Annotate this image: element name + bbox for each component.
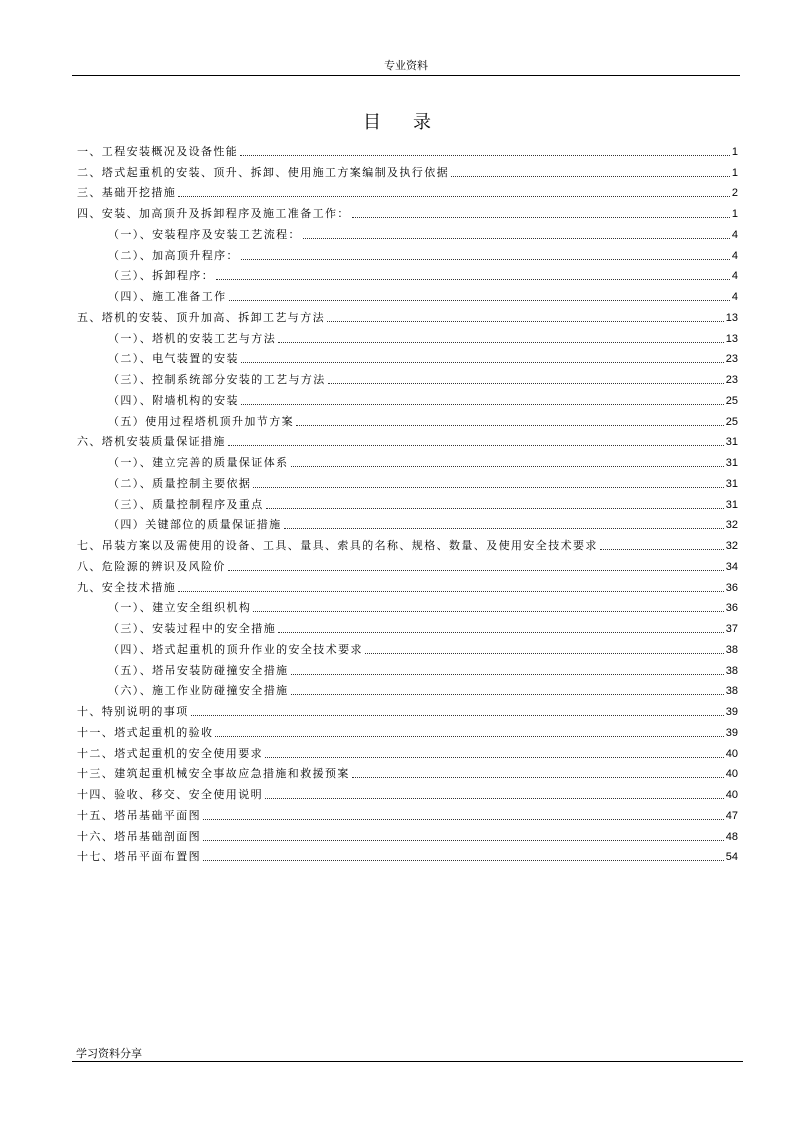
toc-dot-leader [240,155,730,156]
toc-entry-label: 十五、塔吊基础平面图 [77,808,201,822]
page-footer: 学习资料分享 [76,1047,142,1060]
toc-entry-label: （一）、塔机的安装工艺与方法 [108,331,277,345]
toc-entry-label: （三）、安装过程中的安全措施 [108,622,277,635]
toc-entry[interactable] [77,512,738,533]
toc-entry-label: （二）、质量控制主要依据 [108,476,252,490]
toc-entry-label: 四、安装、加高顶升及拆卸程序及施工准备工作： [77,207,350,220]
toc-entry-page: 23 [725,353,738,366]
toc-entry-label: （五）、塔吊安装防碰撞安全措施 [108,663,289,677]
toc-dot-leader [600,549,724,550]
toc-entry-label: （一）、建立安全组织机构 [108,601,252,615]
toc-entry-page: 1 [731,208,738,220]
toc-dot-leader [253,487,723,488]
toc-entry-page: 4 [731,228,738,241]
toc-entry-page: 31 [725,457,738,469]
toc-dot-leader [229,300,730,301]
toc-entry-page: 31 [725,477,738,490]
toc-dot-leader [352,217,730,218]
toc-dot-leader [291,694,724,695]
toc-entry-label: （三）、控制系统部分安装的工艺与方法 [108,373,326,386]
toc-entry-page: 37 [725,623,738,635]
toc-entry-page: 38 [725,664,738,677]
toc-dot-leader [241,362,724,363]
toc-entry-label: 五、塔机的安装、顶升加高、拆卸工艺与方法 [77,310,325,324]
toc-dot-leader [216,279,730,280]
toc-entry-page: 23 [725,374,738,386]
toc-entry[interactable] [77,844,738,865]
footer-divider [72,1061,743,1062]
toc-dot-leader [178,196,730,197]
toc-entry-label: （一）、建立完善的质量保证体系 [108,456,289,469]
toc-entry-page: 32 [725,519,738,532]
toc-entry-page: 38 [725,643,738,656]
toc-entry[interactable] [77,657,738,678]
toc-entry-page: 1 [731,145,738,158]
toc-entry-page: 32 [725,540,738,552]
toc-dot-leader [266,508,724,509]
toc-entry[interactable] [77,429,738,450]
toc-entry-label: 十七、塔吊平面布置图 [77,850,201,864]
toc-entry-page: 38 [725,685,738,698]
toc-dot-leader [278,632,724,633]
toc-entry-label: 二、塔式起重机的安装、顶升、拆卸、使用施工方案编制及执行依据 [77,165,449,179]
toc-entry-label: （四）、附墙机构的安装 [108,393,239,407]
toc-entry-page: 2 [731,187,738,200]
toc-entry-label: 十一、塔式起重机的验收 [77,725,214,739]
toc-entry-page: 4 [731,291,738,303]
toc-dot-leader [328,383,724,384]
toc-entry[interactable] [77,304,738,325]
toc-entry[interactable] [77,449,738,470]
toc-entry[interactable] [77,325,738,346]
toc-title: 目录 [363,112,463,133]
toc-entry[interactable] [77,200,738,221]
toc-dot-leader [451,176,730,177]
toc-dot-leader [303,238,730,239]
toc-entry[interactable] [77,781,738,802]
toc-entry[interactable] [77,678,738,699]
toc-dot-leader [284,528,724,529]
toc-entry[interactable] [77,242,738,263]
toc-entry-label: 十四、验收、移交、安全使用说明 [77,788,263,801]
toc-entry-page: 25 [725,394,738,407]
toc-entry-page: 13 [725,311,738,324]
toc-entry[interactable] [77,553,738,574]
toc-entry-page: 48 [725,830,738,843]
toc-entry[interactable] [77,615,738,636]
toc-entry[interactable] [77,740,738,761]
header-divider [72,75,740,76]
toc-entry-page: 31 [725,436,738,449]
toc-entry[interactable] [77,595,738,616]
toc-entry-page: 13 [725,332,738,345]
toc-entry-page: 40 [725,789,738,801]
toc-dot-leader [228,570,724,571]
toc-entry-label: 十、特别说明的事项 [77,705,189,718]
toc-dot-leader [265,798,724,799]
toc-dot-leader [191,715,724,716]
toc-dot-leader [253,611,723,612]
toc-dot-leader [365,653,724,654]
toc-entry-page: 36 [725,581,738,594]
toc-entry-label: 九、安全技术措施 [77,580,177,594]
toc-entry[interactable] [77,283,738,304]
toc-dot-leader [203,819,724,820]
toc-entry-page: 34 [725,560,738,573]
toc-entry-page: 4 [731,270,738,283]
toc-entry-label: 七、吊装方案以及需使用的设备、工具、量具、索具的名称、规格、数量、及使用安全技术要求 [77,539,598,552]
toc-entry-page: 40 [725,768,738,781]
toc-entry-page: 36 [725,602,738,615]
toc-entry-label: 八、危险源的辨识及风险价 [77,559,226,573]
toc-entry-page: 25 [725,415,738,428]
toc-dot-leader [228,445,724,446]
toc-entry-label: 十三、建筑起重机械安全事故应急措施和救援预案 [77,767,350,781]
toc-entry[interactable] [77,719,738,740]
toc-entry[interactable] [77,263,738,284]
toc-entry-label: （五）使用过程塔机顶升加节方案 [108,414,294,428]
toc-dot-leader [203,840,724,841]
toc-entry-label: 十二、塔式起重机的安全使用要求 [77,746,263,760]
toc-entry-label: 六、塔机安装质量保证措施 [77,435,226,449]
toc-entry[interactable] [77,636,738,657]
toc-dot-leader [178,591,724,592]
toc-entry[interactable] [77,532,738,553]
toc-entry-page: 54 [725,851,738,864]
toc-entry[interactable] [77,408,738,429]
toc-entry-label: （六）、施工作业防碰撞安全措施 [108,684,289,698]
toc-dot-leader [265,757,724,758]
toc-entry-page: 40 [725,747,738,760]
toc-entry-page: 47 [725,809,738,822]
toc-entry-label: 三、基础开挖措施 [77,186,177,200]
toc-entry-label: 一、工程安装概况及设备性能 [77,144,239,158]
toc-entry-page: 31 [725,498,738,511]
toc-entry[interactable] [77,491,738,512]
toc-entry-label: （三）、质量控制程序及重点 [108,497,264,511]
toc-entry-page: 1 [731,166,738,179]
toc-entry[interactable] [77,698,738,719]
toc-entry[interactable] [77,574,738,595]
toc-dot-leader [241,404,724,405]
toc-entry[interactable] [77,159,738,180]
toc-dot-leader [296,425,724,426]
toc-dot-leader [291,674,724,675]
toc-entry[interactable] [77,387,738,408]
toc-dot-leader [291,466,724,467]
table-of-contents [77,138,738,864]
toc-entry[interactable] [77,346,738,367]
toc-entry[interactable] [77,366,738,387]
toc-entry[interactable] [77,221,738,242]
toc-dot-leader [327,321,724,322]
toc-dot-leader [278,342,724,343]
toc-entry-label: （四）、塔式起重机的顶升作业的安全技术要求 [108,642,363,656]
toc-dot-leader [203,860,724,861]
toc-entry-label: （二）、加高顶升程序： [108,248,239,262]
toc-dot-leader [215,736,723,737]
toc-entry-page: 4 [731,249,738,262]
toc-dot-leader [241,259,730,260]
toc-entry[interactable] [77,761,738,782]
toc-entry[interactable] [77,138,738,159]
toc-entry-label: （四）关键部位的质量保证措施 [108,518,282,532]
toc-entry[interactable] [77,180,738,201]
toc-dot-leader [352,777,724,778]
toc-entry[interactable] [77,823,738,844]
toc-entry-label: 十六、塔吊基础剖面图 [77,829,201,843]
toc-entry[interactable] [77,470,738,491]
page-header: 专业资料 [384,59,428,72]
toc-entry-label: （一）、安装程序及安装工艺流程： [108,227,301,241]
toc-entry-label: （二）、电气装置的安装 [108,352,239,366]
toc-entry-page: 39 [725,706,738,718]
toc-entry-page: 39 [725,726,738,739]
toc-entry-label: （四）、施工准备工作 [108,290,227,303]
toc-entry[interactable] [77,802,738,823]
toc-entry-label: （三）、拆卸程序： [108,269,215,283]
